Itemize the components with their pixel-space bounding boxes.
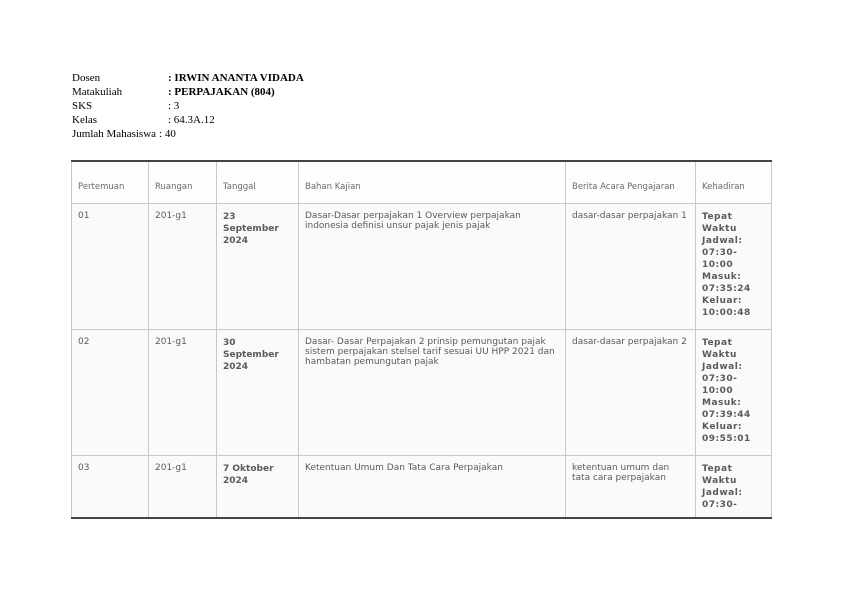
table-row [72,456,772,519]
info-row-jumlah-mahasiswa [72,127,304,141]
cell-ruangan: 201-g1 [149,456,217,519]
info-label: Kelas [72,114,98,126]
cell-berita-acara: dasar-dasar perpajakan 2 [566,330,696,456]
kehadiran-keluar-value: 10:00:48 [702,308,751,318]
cell-bahan-kajian: Dasar-Dasar perpajakan 1 Overview perpajakan indonesia definisi unsur pajak jenis pajak [299,204,566,330]
table-row [72,330,772,456]
cell-tanggal: 23 September 2024 [217,204,299,330]
info-label: Matakuliah [72,86,123,98]
table-row [72,204,772,330]
kehadiran-jadwal-value: 07:30-10:00 [702,248,738,270]
cell-bahan-kajian: Ketentuan Umum Dan Tata Cara Perpajakan [299,456,566,519]
column-header-tanggal: Tanggal [217,161,299,204]
info-value: : IRWIN ANANTA VIDADA [168,72,304,84]
column-header-pertemuan: Pertemuan [72,161,149,204]
info-label: Dosen [72,72,101,84]
info-value: : 40 [159,128,176,140]
info-label: SKS [72,100,93,112]
info-label: Jumlah Mahasiswa [72,128,157,140]
cell-tanggal: 30 September 2024 [217,330,299,456]
kehadiran-keluar-value: 09:55:01 [702,434,751,444]
info-value: : 64.3A.12 [168,114,215,126]
column-header-berita-acara: Berita Acara Pengajaran [566,161,696,204]
info-row-kelas [72,113,304,127]
info-value: : 3 [168,100,180,112]
attendance-table [71,160,772,519]
cell-kehadiran [696,204,772,330]
kehadiran-masuk-value: 07:39:44 [702,410,751,420]
table-header-row [72,161,772,204]
cell-pertemuan: 01 [72,204,149,330]
column-header-kehadiran: Kehadiran [696,161,772,204]
kehadiran-jadwal-value: 07:30- [702,500,738,510]
cell-kehadiran [696,330,772,456]
kehadiran-masuk-label: Masuk: [702,398,742,408]
course-info-header [72,71,304,141]
cell-berita-acara: dasar-dasar perpajakan 1 [566,204,696,330]
kehadiran-jadwal-label: Jadwal: [702,236,743,246]
kehadiran-status: Tepat Waktu [702,212,737,234]
cell-bahan-kajian: Dasar- Dasar Perpajakan 2 prinsip pemungutan pajak sistem perpajakan stelsel tarif sesuai UU HPP 2021 dan hambatan pemungutan pajak [299,330,566,456]
cell-kehadiran [696,456,772,519]
kehadiran-status: Tepat Waktu [702,338,737,360]
info-row-dosen [72,71,304,85]
cell-tanggal: 7 Oktober 2024 [217,456,299,519]
cell-ruangan: 201-g1 [149,330,217,456]
kehadiran-keluar-label: Keluar: [702,422,743,432]
column-header-ruangan: Ruangan [149,161,217,204]
kehadiran-masuk-label: Masuk: [702,272,742,282]
kehadiran-status: Tepat Waktu [702,464,737,486]
kehadiran-jadwal-label: Jadwal: [702,488,743,498]
info-row-sks [72,99,304,113]
column-header-bahan-kajian: Bahan Kajian [299,161,566,204]
cell-berita-acara: ketentuan umum dan tata cara perpajakan [566,456,696,519]
kehadiran-jadwal-label: Jadwal: [702,362,743,372]
cell-pertemuan: 03 [72,456,149,519]
info-value: : PERPAJAKAN (804) [168,86,275,98]
kehadiran-keluar-label: Keluar: [702,296,743,306]
kehadiran-jadwal-value: 07:30-10:00 [702,374,738,396]
kehadiran-masuk-value: 07:35:24 [702,284,751,294]
info-row-matakuliah [72,85,304,99]
cell-ruangan: 201-g1 [149,204,217,330]
cell-pertemuan: 02 [72,330,149,456]
